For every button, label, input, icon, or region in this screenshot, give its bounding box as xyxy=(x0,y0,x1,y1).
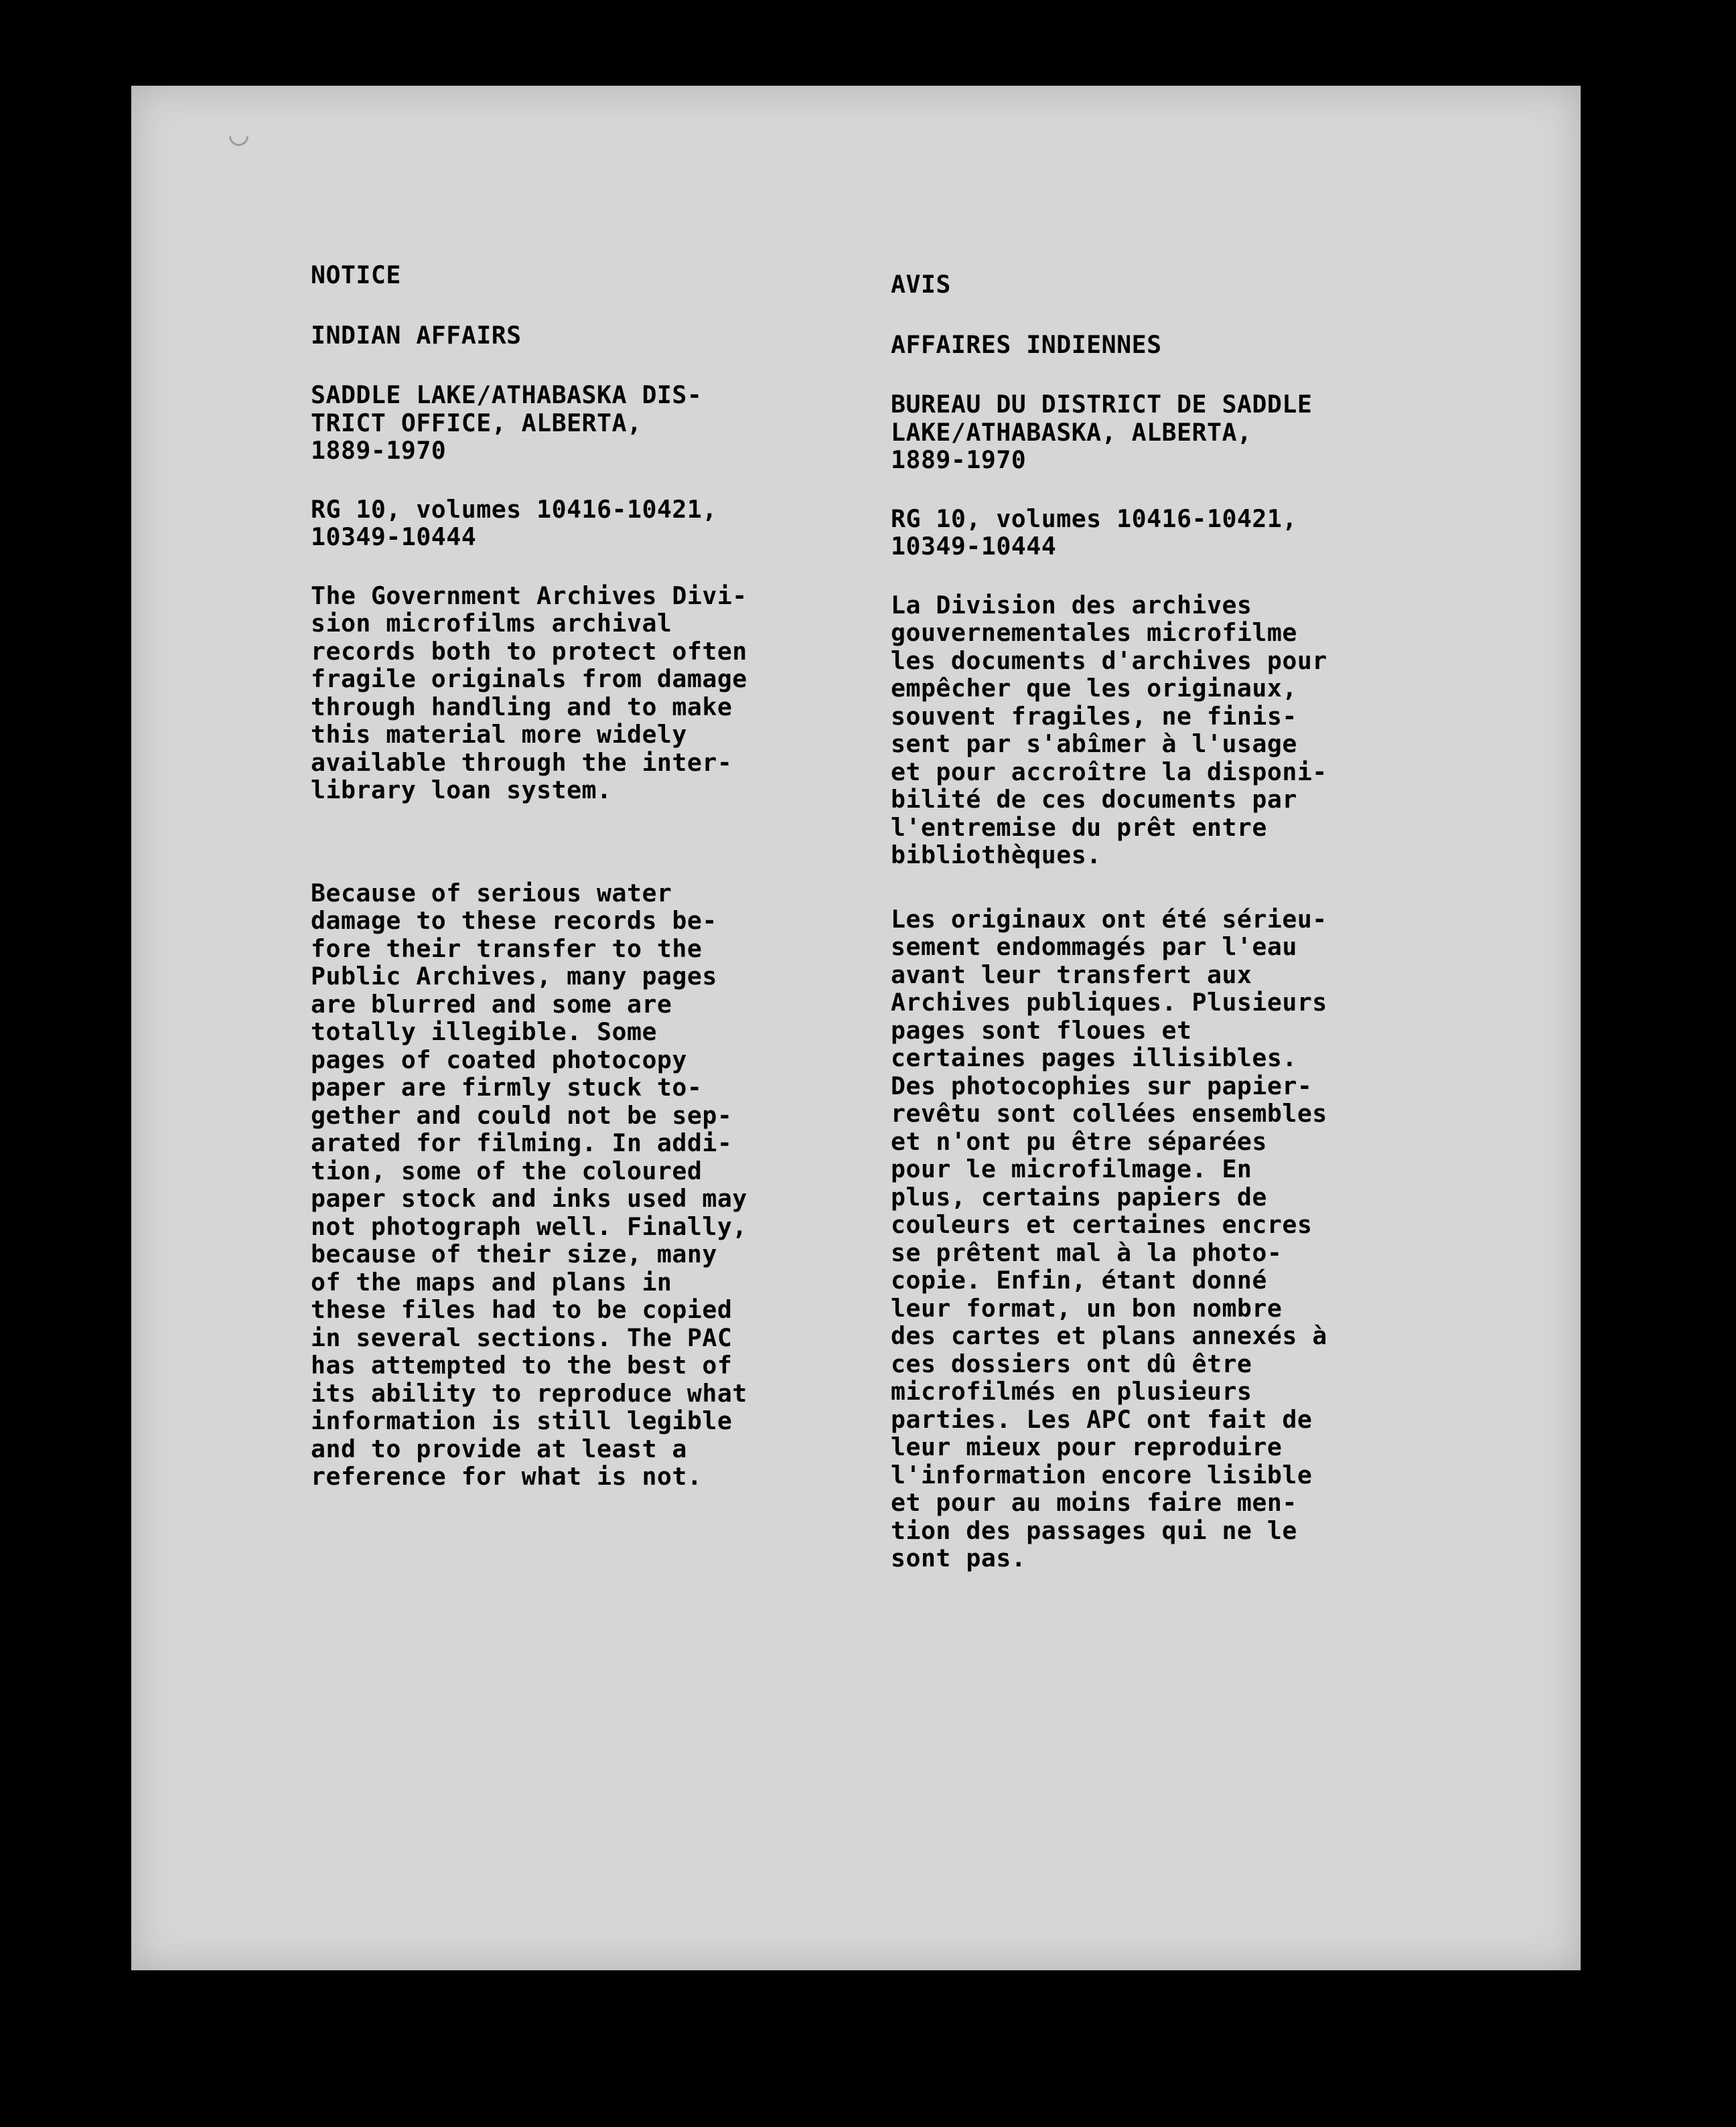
water-damage-paragraph-fr: Les originaux ont été sérieu- sement endommagés par l'eau avant leur transfert aux Archives publiques. Plusieurs pages sont floues et certaines pages illisibles. Des photocophies sur papier- revêtu sont collées ensembles et n'ont pu être séparées pour le microfilmage. En plus, certains papiers de couleurs et certaines encres se prêtent mal à la photo- copie. Enfin, étant donné leur format, un bon nombre des cartes et plans annexés à ces dossiers ont dû être microfilmés en plusieurs parties. Les APC ont fait de leur mieux pour reproduire l'information encore lisible et pour au moins faire men- tion des passages qui ne le sont pas. xyxy=(891,904,1327,1572)
microfilm-purpose-paragraph-fr: La Division des archives gouvernementales microfilme les documents d'archives pour empêcher que les originaux, souvent fragiles, ne finis- sent par s'abîmer à l'usage et pour accroître la disponi- bilité de ces documents par l'entremise du prêt entre bibliothèques. xyxy=(891,590,1327,869)
scanned-page xyxy=(131,86,1581,1970)
french-column xyxy=(891,261,1400,1609)
corner-pencil-mark: ◡ xyxy=(229,115,248,153)
office-title: SADDLE LAKE/ATHABASKA DIS- TRICT OFFICE, ALBERTA, 1889-1970 xyxy=(311,380,703,465)
department-heading-fr: AFFAIRES INDIENNES xyxy=(891,329,1162,359)
department-heading: INDIAN AFFAIRS xyxy=(311,320,522,350)
record-group-reference-fr: RG 10, volumes 10416-10421, 10349-10444 xyxy=(891,504,1297,561)
water-damage-paragraph: Because of serious water damage to these records be- fore their transfer to the Public Archives, many pages are blurred and some are totally illegible. Some pages of coated photocopy paper are firmly stuck to- gether and could not be sep- arated for filming. In addi- tion, some of the coloured paper stock and inks used may not photograph well. Finally, because of their size, many of the maps and plans in these files had to be copied in several sections. The PAC has attempted to the best of its ability to reproduce what information is still legible and to provide at least a reference for what is not. xyxy=(311,878,747,1491)
english-column xyxy=(311,261,820,1566)
notice-heading: NOTICE xyxy=(311,261,401,289)
record-group-reference: RG 10, volumes 10416-10421, 10349-10444 xyxy=(311,494,717,551)
office-title-fr: BUREAU DU DISTRICT DE SADDLE LAKE/ATHABASKA, ALBERTA, 1889-1970 xyxy=(891,390,1313,474)
notice-heading-fr: AVIS xyxy=(891,270,951,299)
microfilm-purpose-paragraph: The Government Archives Divi- sion microfilms archival records both to protect often fragile originals from damage through handling and to make this material more widely available through the inter- library loan system. xyxy=(311,581,747,804)
